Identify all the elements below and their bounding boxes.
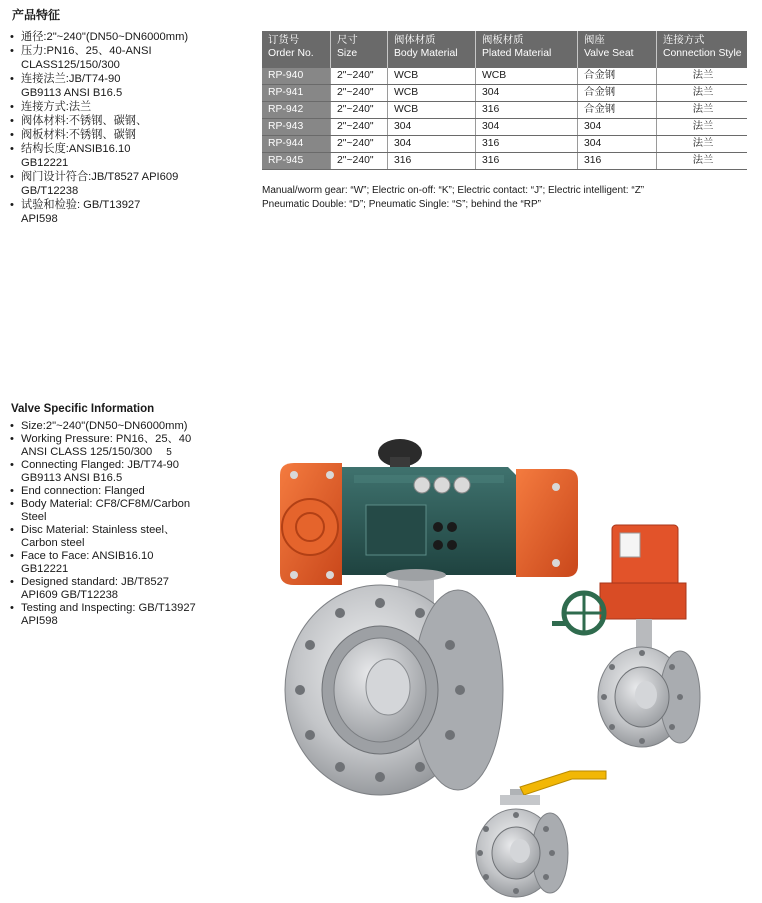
en-feature-item: • Testing and Inspecting: GB/T13927 API598	[10, 602, 250, 628]
table-row	[262, 136, 747, 153]
cn-feature-item: • 连接法兰:JB/T74-90 GB9113 ANSI B16.5	[10, 72, 240, 100]
cell-connection-style: 法兰	[657, 68, 748, 85]
cell-plated-material: 304	[476, 119, 578, 136]
en-feature-item: • Size:2"~240"(DN50~DN6000mm)	[10, 420, 250, 433]
cell-order-no: RP-942	[262, 102, 331, 119]
cell-connection-style: 法兰	[657, 136, 748, 153]
note-line: Pneumatic Double: “D”; Pneumatic Single: “S”; behind the “RP”	[262, 199, 542, 210]
en-feature-item: • Working Pressure: PN16、25、40 ANSI CLASS 125/150/300 5	[10, 433, 250, 459]
cell-valve-seat: 合金钢	[578, 102, 657, 119]
en-feature-item: • Body Material: CF8/CF8M/Carbon Steel	[10, 498, 250, 524]
small-butterfly-valve-body	[476, 809, 568, 897]
note-line: Manual/worm gear: “W”; Electric on-off: “K”; Electric contact: “J”; Electric intelligent: “Z”	[262, 185, 645, 196]
cn-feature-item: • 压力:PN16、25、40-ANSI CLASS125/150/300	[10, 44, 240, 72]
cell-size: 2"~240"	[331, 85, 388, 102]
cn-feature-item: • 结构长度:ANSIB16.10 GB12221	[10, 142, 240, 170]
cn-feature-item: • 阀门设计符合:JB/T8527 API609 GB/T12238	[10, 170, 240, 198]
en-feature-item: • Connecting Flanged: JB/T74-90 GB9113 ANSI B16.5	[10, 459, 250, 485]
table-row	[262, 85, 747, 102]
cell-plated-material: 316	[476, 153, 578, 170]
cn-feature-list	[10, 30, 240, 226]
pneumatic-actuator	[280, 439, 578, 585]
cell-size: 2"~240"	[331, 102, 388, 119]
page-number: 5	[166, 447, 172, 458]
cell-body-material: 316	[388, 153, 476, 170]
cn-feature-item: • 阀板材料:不锈钢、碳钢	[10, 128, 240, 142]
en-section-title: Valve Specific Information	[11, 403, 155, 415]
header-plated-material: 阀板材质 Plated Material	[476, 31, 578, 68]
cell-body-material: WCB	[388, 102, 476, 119]
en-feature-item: • End connection: Flanged	[10, 485, 250, 498]
manual-lever	[500, 771, 606, 805]
table-row	[262, 119, 747, 136]
table-row	[262, 153, 747, 170]
table-row	[262, 102, 747, 119]
cell-valve-seat: 304	[578, 119, 657, 136]
cell-body-material: WCB	[388, 85, 476, 102]
cell-plated-material: WCB	[476, 68, 578, 85]
cell-order-no: RP-940	[262, 68, 331, 85]
order-code-note	[262, 184, 752, 212]
cell-plated-material: 316	[476, 136, 578, 153]
cn-feature-item: • 连接方式:法兰	[10, 100, 240, 114]
header-connection-style: 连接方式 Connection Style	[657, 31, 748, 68]
cell-size: 2"~240"	[331, 153, 388, 170]
cn-feature-item: • 试验和检验: GB/T13927 API598	[10, 198, 240, 226]
cell-size: 2"~240"	[331, 119, 388, 136]
header-valve-seat: 阀座 Valve Seat	[578, 31, 657, 68]
cell-body-material: 304	[388, 119, 476, 136]
cell-connection-style: 法兰	[657, 153, 748, 170]
cell-size: 2"~240"	[331, 136, 388, 153]
cn-feature-item: • 通径:2"~240"(DN50~DN6000mm)	[10, 30, 240, 44]
large-butterfly-valve-body	[285, 569, 503, 795]
cell-valve-seat: 316	[578, 153, 657, 170]
header-size: 尺寸 Size	[331, 31, 388, 68]
cell-plated-material: 304	[476, 85, 578, 102]
cell-order-no: RP-941	[262, 85, 331, 102]
cell-valve-seat: 合金钢	[578, 85, 657, 102]
cell-valve-seat: 合金钢	[578, 68, 657, 85]
en-feature-item: • Designed standard: JB/T8527 API609 GB/T12238	[10, 576, 250, 602]
cell-body-material: 304	[388, 136, 476, 153]
table-header-row	[262, 31, 747, 68]
cell-valve-seat: 304	[578, 136, 657, 153]
cell-body-material: WCB	[388, 68, 476, 85]
cn-feature-item: • 阀体材料:不锈钢、碳钢、	[10, 114, 240, 128]
cell-order-no: RP-945	[262, 153, 331, 170]
valve-product-illustration	[270, 435, 750, 900]
handwheel-icon	[552, 593, 604, 633]
table-row	[262, 68, 747, 85]
en-feature-list	[10, 420, 250, 628]
cell-connection-style: 法兰	[657, 119, 748, 136]
cell-connection-style: 法兰	[657, 85, 748, 102]
cell-order-no: RP-943	[262, 119, 331, 136]
cell-order-no: RP-944	[262, 136, 331, 153]
cell-plated-material: 316	[476, 102, 578, 119]
cell-size: 2"~240"	[331, 68, 388, 85]
cn-section-title: 产品特征	[12, 8, 61, 22]
cell-connection-style: 法兰	[657, 102, 748, 119]
header-order-no: 订货号 Order No.	[262, 31, 331, 68]
en-feature-item: • Disc Material: Stainless steel、 Carbon steel	[10, 524, 250, 550]
header-body-material: 阀体材质 Body Material	[388, 31, 476, 68]
spec-table	[262, 31, 747, 170]
medium-butterfly-valve-body	[598, 647, 700, 747]
en-feature-item: • Face to Face: ANSIB16.10 GB12221	[10, 550, 250, 576]
